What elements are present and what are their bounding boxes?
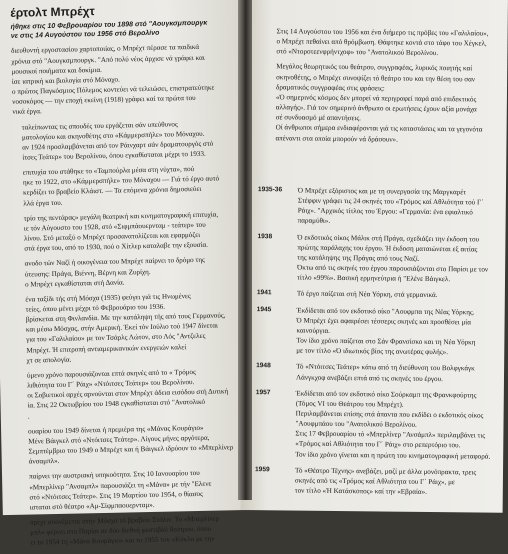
text-line: Σεμπτέμβριο του 1949 ο Μπρέχτ και ή Βάιγκελ ιδρύουν το «Μπερλίνερ [28, 443, 234, 456]
text-line: παραμύθι». [297, 217, 331, 226]
timeline-year: 1945 [256, 305, 272, 313]
text-line: "Αουφμπάου του "Ανατολικού Βερολίνου. [295, 419, 417, 429]
text-line: ηκε το 1922, στο «Κάμμερσπήλε» του Μόναχου — Γιά τό έργο αυτό [22, 174, 220, 187]
text-line: ο πρώτος Παγκόσμιος Πόλεμος κοντεύει νά τελειώσει, επιστρατεύτηκε [11, 83, 215, 96]
text-line: τείες, όπου μένει μέχρι τό Φεβρουάριο του 1936. [25, 302, 166, 314]
text-line: ει το 1954 τη «Μάνα Κουράγιο» και το 1955 τον «Κύκλο με την [30, 534, 215, 547]
timeline-entry [258, 185, 504, 228]
timeline-text [297, 232, 504, 285]
book-gutter [238, 0, 252, 500]
text-line: Τό «Ντόιτσες Τεάτερ» κάτω από τη διεύθυνση του Βολφγκάγκ [296, 362, 475, 373]
timeline-entry [255, 388, 502, 462]
text-line: Μπρέχτ. Ή επιτροπή αντιαμερικανικών ενεργειών καλεί [26, 342, 187, 355]
paragraph [18, 366, 245, 422]
text-line: λλά έργα του. [23, 198, 63, 208]
text-line: Ό εκδοτικός οίκος Μάλικ στή Πράγα, σχεδιάζει την έκδοση του [297, 233, 480, 244]
left-page [0, 0, 252, 547]
text-line: σκηνοθέτης, ο Μπρέχτ συνοψίζει τό θεάτρο του και την θέση του σαν [276, 72, 476, 84]
text-line: (Τόμος VI του Θεάτρου του Μπρέχτ). [295, 399, 404, 409]
timeline-year: 1938 [257, 232, 273, 240]
text-line: σκηνές από τις «Τρόμος καί Αθλιότητα του Γ΄ Ράιχ», με [294, 476, 455, 487]
text-line: βρίσκεται στη Φινλανδία. Με την κατάληψη τής από τους Γερμανούς, [25, 311, 226, 324]
text-line: κερδίζει το βραβείο Κλάιστ. — Τα επόμενα χρόνια δημοσιεύει [23, 185, 202, 198]
birth-date-line: ήθηκε στις 10 Φεβρουαρίου του 1898 στό "Αουγκσμπουργκ [10, 19, 208, 31]
text-line: παίρνει την αυστριακή υπηκοότητα. Στις 10 Ιανουαρίου του [28, 469, 200, 481]
paragraph [267, 26, 495, 59]
text-line: Τό έργο παίζεται στή Νέα Υόρκη, στά γερμανικά. [296, 289, 438, 300]
text-line: διευθυντή εργοστασίου χαρτοποιίας, ο Μπρέχτ πέρασε τα παιδικά [11, 43, 200, 56]
text-line: λιθιότητα του Γ΄ Ράιχ» «Ντόιτσες Τεάτερ» του Βερολίνου. [27, 378, 195, 390]
author-name-title: έρτολτ Μπρέχτ [10, 4, 95, 20]
timeline-entry [257, 289, 503, 302]
text-line: ία. Στις 22 Οκτωβρίου του 1948 εγκαθίσταται στό "Ανατολικό [27, 398, 206, 410]
text-line: Στις 17 Φεβρουαρίου τό «Μπερλίνερ "Ανσάμπλ» περιλαμβάνει τις [295, 429, 486, 440]
text-line: Περιλαμβάνεται επίσης στά άπαντα που εκδίδει ο εκδοτικός οίκος [295, 409, 484, 420]
text-line: «Τρόμος καί Αθλιότητα του Γ΄ Ράιχ» στο ρεπερτόριο του. [295, 439, 461, 450]
death-date-line: νε στις 14 Αυγούστου του 1956 στό Βερολίνο [10, 29, 160, 41]
text-line: Μεγάλος θεωρητικός του θεάτρου, συγγραφέας, λυρικός ποιητής καί [276, 62, 473, 73]
text-line: Όκτω από τις σκηνές του έργου παρουσιάζονται στο Παρίσι με τον [297, 263, 489, 274]
right-page-intro [266, 26, 495, 150]
biography-paragraphs [11, 42, 247, 549]
text-line: τίτλο «99%». Βασική ερμηνεύτρια ή "Ελένε Βάιγκελ. [296, 273, 451, 284]
text-line: λίνου. Στό μεταξύ ο Μπρέχτ προσανατολίζεται και εφαρμόζει [23, 230, 201, 243]
text-line: με τον τίτλο «Ό ιδιωτικός βίος της ανωτέρας φυλής». [296, 346, 449, 357]
paragraph [19, 422, 246, 467]
text-line: και μέσω Μόσχας, στήν Αμερική. Έκεί τόν Ιούλιο τού 1947 δίνεται [25, 321, 218, 334]
right-page [241, 0, 508, 513]
text-line: Ράιχ». "Αρχικός τίτλος του Έργου: «Γερμανία: ένα εφιαλτικό [297, 206, 473, 217]
paragraph [20, 467, 247, 512]
text-line: τον τίτλο «Ή Κατάσκοπος» καί την «Εβραία». [294, 486, 427, 496]
text-line: . [27, 412, 30, 421]
text-line: αλλαγής». Γιά τον σημερινό άνθρωπο οι ερωτήσεις έχουν αξία μονάχα [275, 103, 477, 114]
left-page-text [10, 2, 247, 553]
text-line: της κατάληψης της Πράγας από τους Ναζί. [297, 253, 420, 263]
text-line: πρώτης παράλαχης του έργου. Ή έκδοση ματαιώνεται εξ αιτίας [297, 243, 478, 254]
text-line: στό «Ντοροτεενφρήντχοφ» του "Ανατολικού Βερολίνου. [276, 47, 439, 58]
timeline-text [295, 465, 501, 498]
text-line: ιε τόν Αύγουστο του 1928, στό «Σιφμπάουερνταμ - τεάτερ» του [23, 220, 206, 233]
text-line: δραματικός συγγραφέας στις φράσεις: [275, 83, 385, 93]
text-line: στά έργα του, από το 1930, πού ο Χίτλερ καταλαβε την εξουσία. [24, 240, 208, 253]
text-line: ένα ταξίδι τής στή Μόσχα (1935) φεύγει γιά τις Ηνωμένες [25, 291, 191, 304]
text-line: Έκδίδεται από τον εκδοτικό οίκο Σούρκαμπ της Φρανκφούρτης [295, 389, 477, 400]
timeline-year: 1935-36 [257, 186, 283, 194]
paragraph [21, 513, 248, 548]
text-line: ίσε ιατρική και βιολογία στό Μόναχο. [11, 75, 120, 86]
text-line: «Ό σημερινός κόσμος δεν μπορεί νά περιγραφεί παρά από επιδεκτικός [275, 93, 477, 104]
text-line: ίτσες Τεάτερ» του Βερολίνου, όπου εγκαθίσταται μέχρι το 1933. [22, 149, 206, 162]
text-line: ουαρίου του 1949 δίνεται ή πρεμιέρα της «Μάνας Κουράγιο» [28, 423, 204, 436]
text-line: πρέχτ απονέμεται στήν Μόσχα τό βραβείο Στάλιν. Το «Μπερλίνερ [29, 514, 220, 527]
paragraph [16, 254, 243, 289]
text-line: «Μπερλίνερ "Ανσαμπλ» παρουσιάζει τη «Μάνα» με τήν "Ελενε [29, 479, 212, 492]
text-line: ύμενο χρόνο παρουσιάζονται επτά σκηνές από το « Τρόμος [26, 367, 196, 380]
timeline-text [296, 362, 502, 384]
text-line: Μένε Βάιγκελ στό «Ντόιτσες Τεάτερ». Λίγους μήνες αργότερα, [28, 433, 210, 446]
paragraph [13, 118, 240, 163]
timeline-text [295, 388, 502, 461]
text-line: Στις 14 Αυγούστου του 1956 και ένα διήμερο τις πρόβες του «Γαλιλαίου», [276, 27, 489, 38]
text-line: Τό «Θέατρο Τέχνης» ανεβάζει, μαζί με άλλα μονόπρακτα, τρεις [294, 466, 477, 477]
timeline-text [298, 186, 504, 229]
text-line: ύτευσης: Πράγα, Βιέννη, Βέρνη και Ζυρίχη. [24, 267, 151, 279]
text-line: καινούργια. [296, 326, 331, 335]
text-line: νικά έργα. [12, 107, 42, 117]
timeline-text [296, 305, 503, 358]
text-line: ματολογίου και σκηνοθέτης στο «Κάμμερσπήλε» του Μόναχου. [21, 129, 205, 142]
text-line: επιτυχία του στάθηκε το «Ταμπούρλα μέσα στη νύχτα», πού [22, 165, 195, 177]
text-line: τρίο της πεντάρας» μεγάλη θεατρική και κινηματογραφική επιτυχία, [23, 210, 219, 223]
text-line: για του «Γαλιλαίου» με τον Τσάρλς Λώτον, στο Λός "Αντζελες [26, 332, 206, 345]
timeline-entry [256, 305, 503, 358]
text-line: αν 1924 προσλαμβάνεται από τον Ράινχαρτ σάν δραματουργός στό [22, 139, 214, 152]
text-line: άνσαμπλ». [28, 457, 60, 466]
timeline-entry [256, 361, 502, 384]
timeline-year: 1948 [256, 362, 271, 370]
timeline-entry [255, 465, 501, 498]
paragraph [266, 62, 495, 146]
paragraph [15, 209, 242, 254]
paragraph [14, 163, 241, 208]
text-line: ταλείπωντας τις σπουδές του εργάζεται σάν υπεύθυνος [21, 119, 178, 132]
text-line: μπλ» φέρνει στο Παρίσι σε δύο διεθνή φεστιβάλ θεάτρου, όπου [30, 524, 212, 537]
text-line: χτ σε απολογία. [26, 355, 72, 365]
text-line: Έκδίδεται από τον εκδοτικό οίκο "Αουφμπα της Νέας Υόρκης. [296, 306, 475, 316]
text-line: Στέφφιν γράφει τις 24 σκηνές του «Τρόμος καί Αθλιότητα τού Γ΄ [297, 196, 484, 207]
text-line: νοσοκόμος — την εποχή εκείνη (1918) γράφει καί τα πρώτα του [12, 94, 196, 107]
text-line: οι Σοβιετικοί αρχές αρνούνται στον Μπρέχτ άδεια εισόδου στή Δυτική [27, 387, 229, 400]
text-line: σέ συνδυασμό μέ απαντήσεις. [275, 113, 362, 123]
text-line: Οί άνθρωποι σήμερα ενδιαφέρονται γιά τις καταστάσεις και τα γεγονότα [275, 123, 483, 134]
text-line: ο Μπρέχτ εγκαθίσταται στή Δανία. [24, 278, 125, 289]
text-line: Ό Μπρέχτ εξόριστος και με τη συνεργασία της Μαργκαρέτ [297, 186, 467, 197]
paragraph [16, 290, 243, 366]
text-line: ανοδο τών Ναζί ή οικογένεια του Μπρέχτ παίρνει το δρόμο της [24, 256, 205, 268]
text-line: χρόνια στό "Αουγκσμπουργκ. "Από πολύ νέος άρχισε νά γράφει και [11, 53, 205, 66]
text-line: Λάνγκχοφ ανεβάζει επτά από τις σκηνές του έργου. [295, 373, 443, 383]
timeline-year: 1957 [255, 388, 271, 396]
timeline-text [297, 289, 503, 301]
text-line: Τον ίδιο χρόνο παίζεται στο Σάν Φρανσίσκο και τη Νέα Υόρκη [296, 336, 476, 347]
text-line: ο Μπρέχτ πεθαίνει από θρόμβωση. Θάφτηκε κοντά στο τάφο του Χέγκελ, [276, 37, 487, 48]
text-line: Τον ίδιο χρόνο γίνεται και η πρώτη του κινηματογραφική μεταφορά. [295, 450, 491, 461]
timeline-year: 1959 [254, 465, 270, 474]
text-line: απέναντι στα οποία μπορούν νά δράσουν». [275, 133, 398, 144]
text-line: ισταται στό θέατρο «Αμ-Σίφμπαουερνταμ». [29, 500, 155, 512]
text-line: στό «Ντόιτσες Τεάτερ». Στις 19 Μαρτίου του 1954, ο θίασος [29, 489, 203, 502]
paragraph [11, 42, 238, 118]
biography-header [10, 2, 237, 41]
publication-timeline [255, 185, 504, 504]
timeline-entry [257, 232, 504, 285]
text-line: Ό Μπρέχτ έχει αφαιρέσει τέσσερις σκηνές και προσθέσει μία [296, 316, 471, 327]
timeline-year: 1941 [256, 289, 272, 297]
text-line: μουσικοί ποιήματα και δοκίμια. [11, 65, 102, 76]
